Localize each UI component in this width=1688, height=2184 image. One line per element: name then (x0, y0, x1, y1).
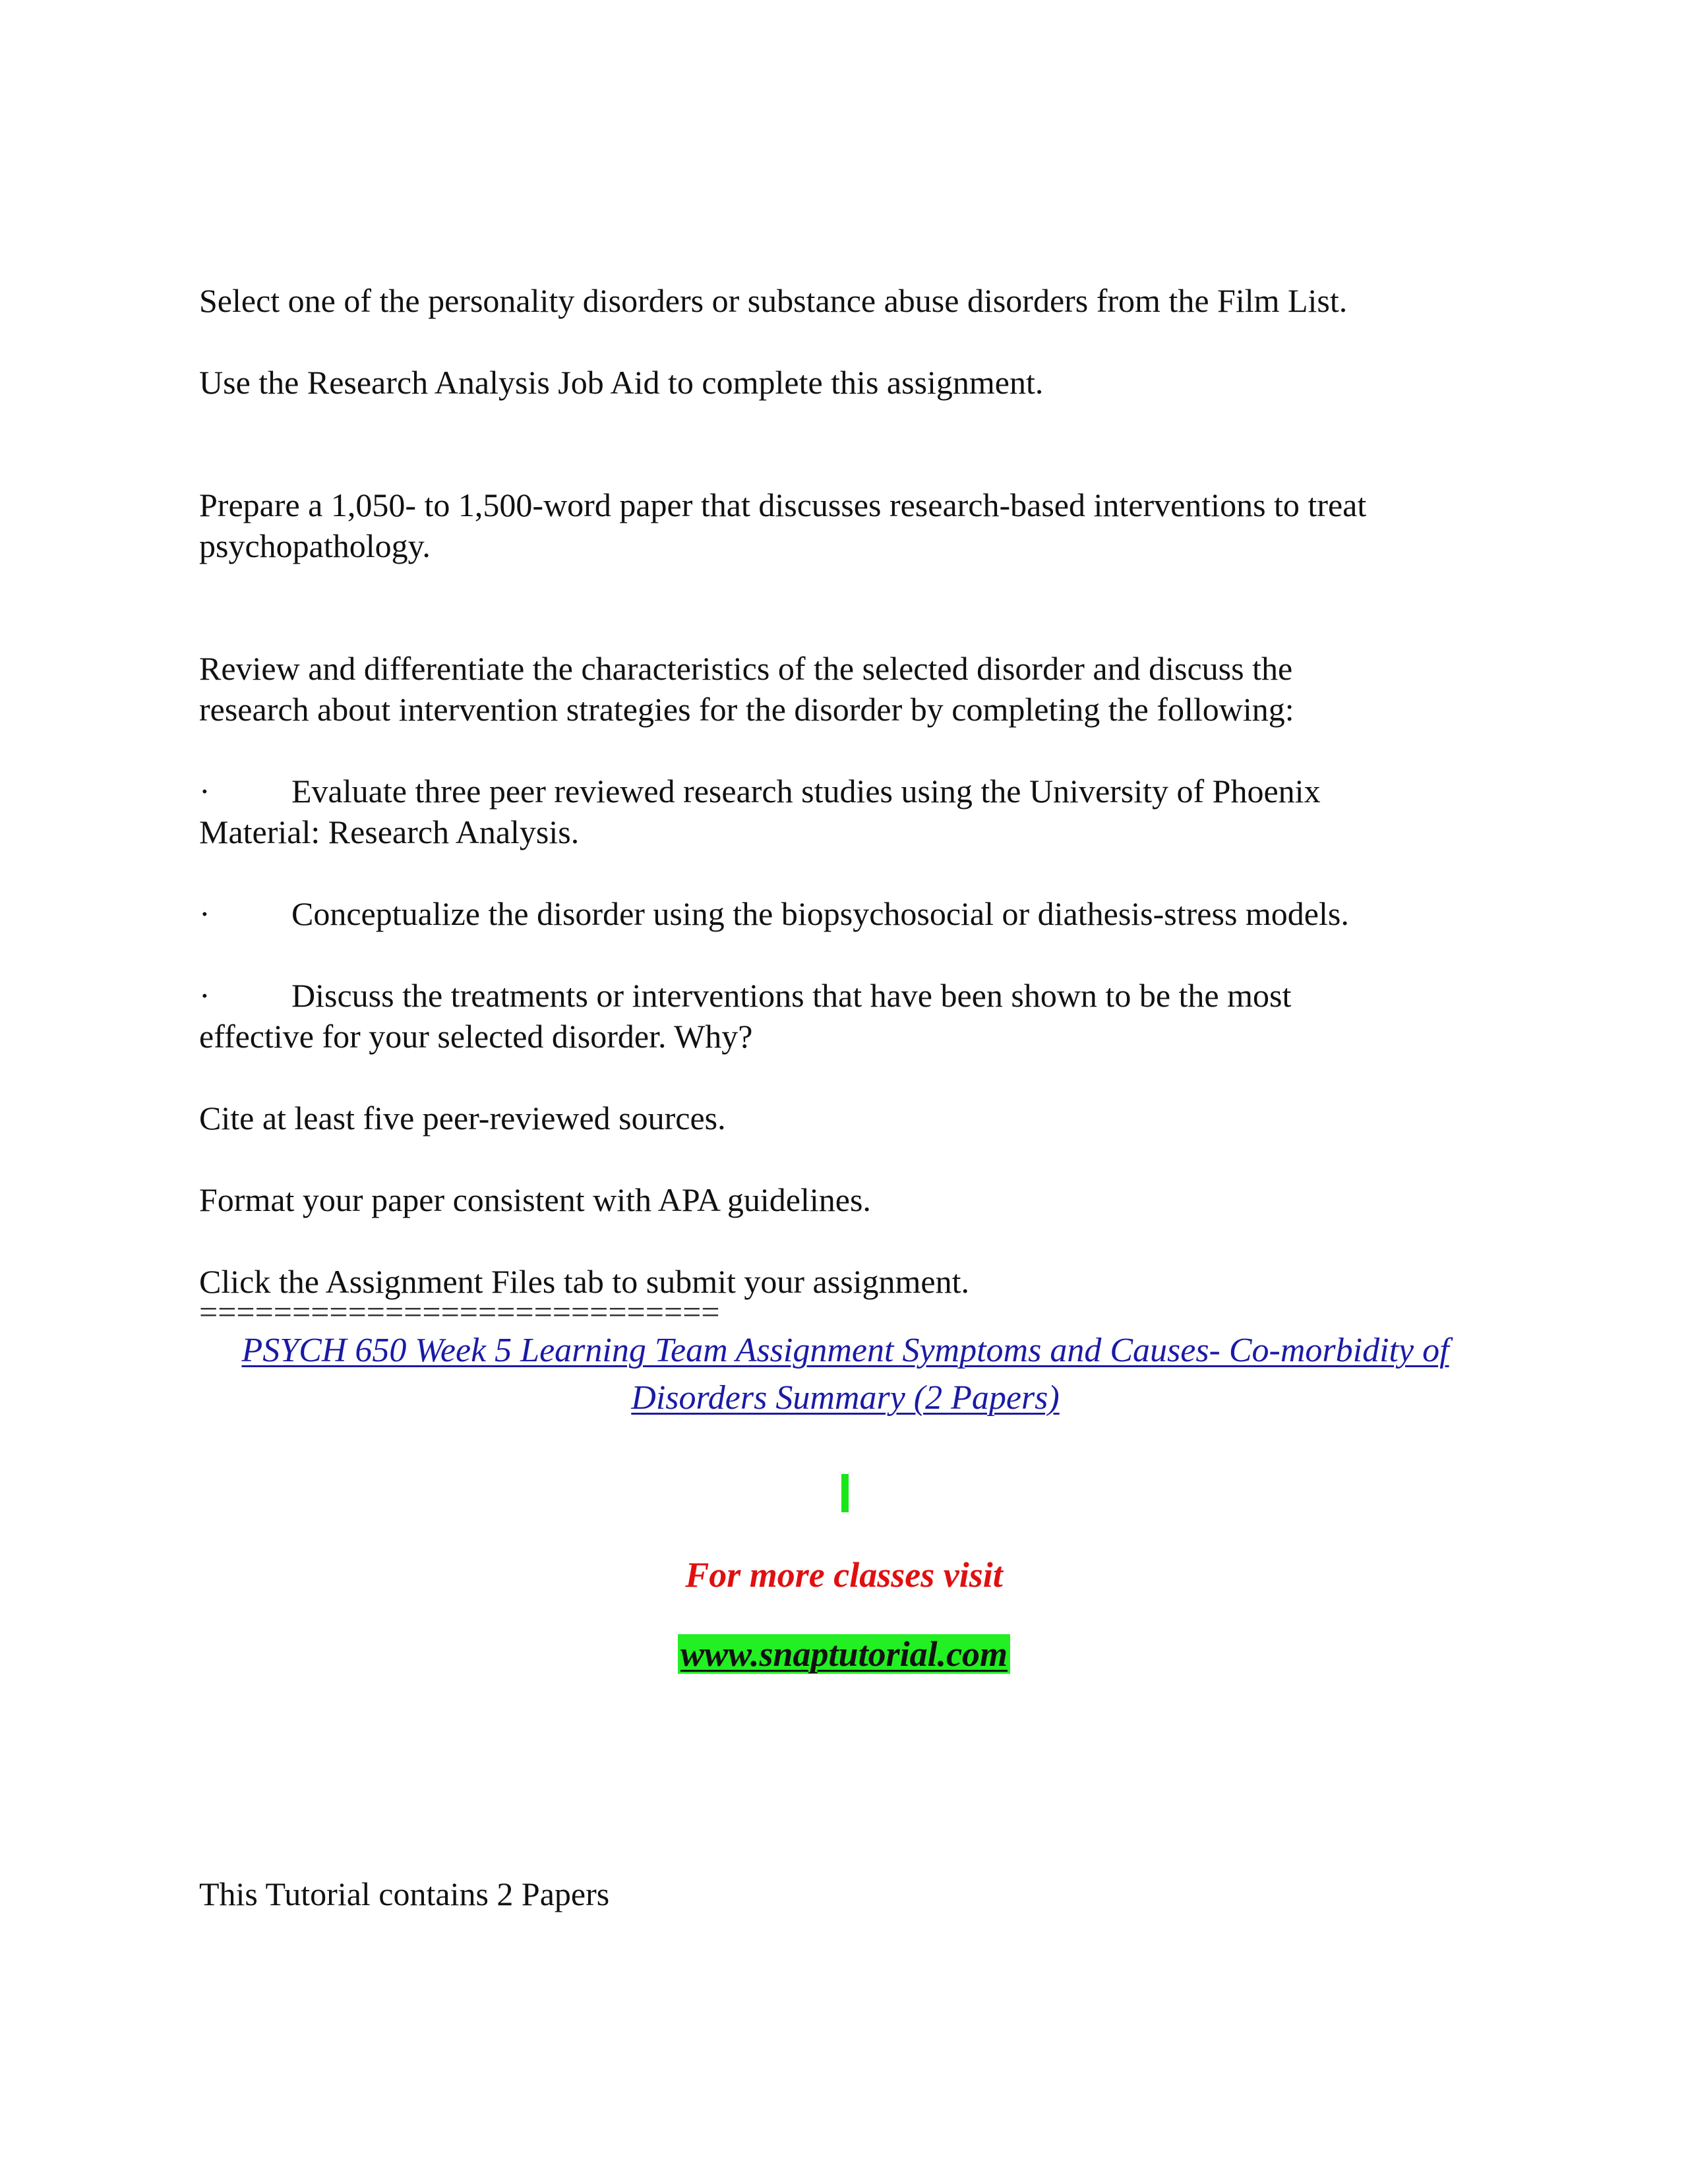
bullet-text-line1: Discuss the treatments or interventions that have been shown to be the most (291, 977, 1292, 1014)
promo-visit-text: For more classes visit (685, 1555, 1003, 1595)
paragraph-cite-sources: Cite at least five peer-reviewed sources. (199, 1100, 726, 1136)
bullet-text-line2: effective for your selected disorder. Why? (199, 1018, 753, 1055)
paragraph-apa-format: Format your paper consistent with APA guidelines. (199, 1181, 871, 1218)
bullet-text-line2: Material: Research Analysis. (199, 813, 580, 850)
bullet-item (199, 975, 1492, 1057)
bullet-marker: · (199, 895, 210, 932)
paragraph-job-aid: Use the Research Analysis Job Aid to complete this assignment. (199, 364, 1044, 401)
tutorial-contains-text: This Tutorial contains 2 Papers (199, 1875, 610, 1912)
promo-url[interactable] (0, 1632, 1688, 1676)
course-link-line2[interactable]: Disorders Summary (2 Papers) (631, 1379, 1060, 1417)
separator-line: ============================ (199, 1302, 720, 1322)
paragraph-review-line2: research about intervention strategies for the disorder by completing the following: (199, 691, 1294, 728)
course-link-line1[interactable]: PSYCH 650 Week 5 Learning Team Assignment Symptoms and Causes- Co-morbidity of (241, 1332, 1449, 1369)
bullet-text-line1: Evaluate three peer reviewed research studies using the University of Phoenix (291, 773, 1321, 810)
bullet-item (199, 893, 1492, 934)
paragraph-submit: Click the Assignment Files tab to submit your assignment. (199, 1263, 970, 1300)
green-marker-bar (841, 1474, 849, 1512)
paragraph-select-disorder: Select one of the personality disorders or substance abuse disorders from the Film List. (199, 282, 1348, 319)
promo-url-link[interactable]: www.snaptutorial.com (678, 1634, 1010, 1674)
paragraph-review-line1: Review and differentiate the characteristics of the selected disorder and discuss the (199, 650, 1293, 687)
paragraph-prepare-line2: psychopathology. (199, 527, 431, 564)
course-link[interactable] (199, 1327, 1492, 1422)
bullet-item (199, 771, 1492, 852)
bullet-marker: · (199, 773, 210, 810)
bullet-marker: · (199, 977, 210, 1014)
paragraph-prepare-line1: Prepare a 1,050- to 1,500-word paper that discusses research-based interventions to treat (199, 487, 1367, 523)
bullet-text-line1: Conceptualize the disorder using the biopsychosocial or diathesis-stress models. (291, 895, 1349, 932)
document-body (199, 280, 1492, 1422)
